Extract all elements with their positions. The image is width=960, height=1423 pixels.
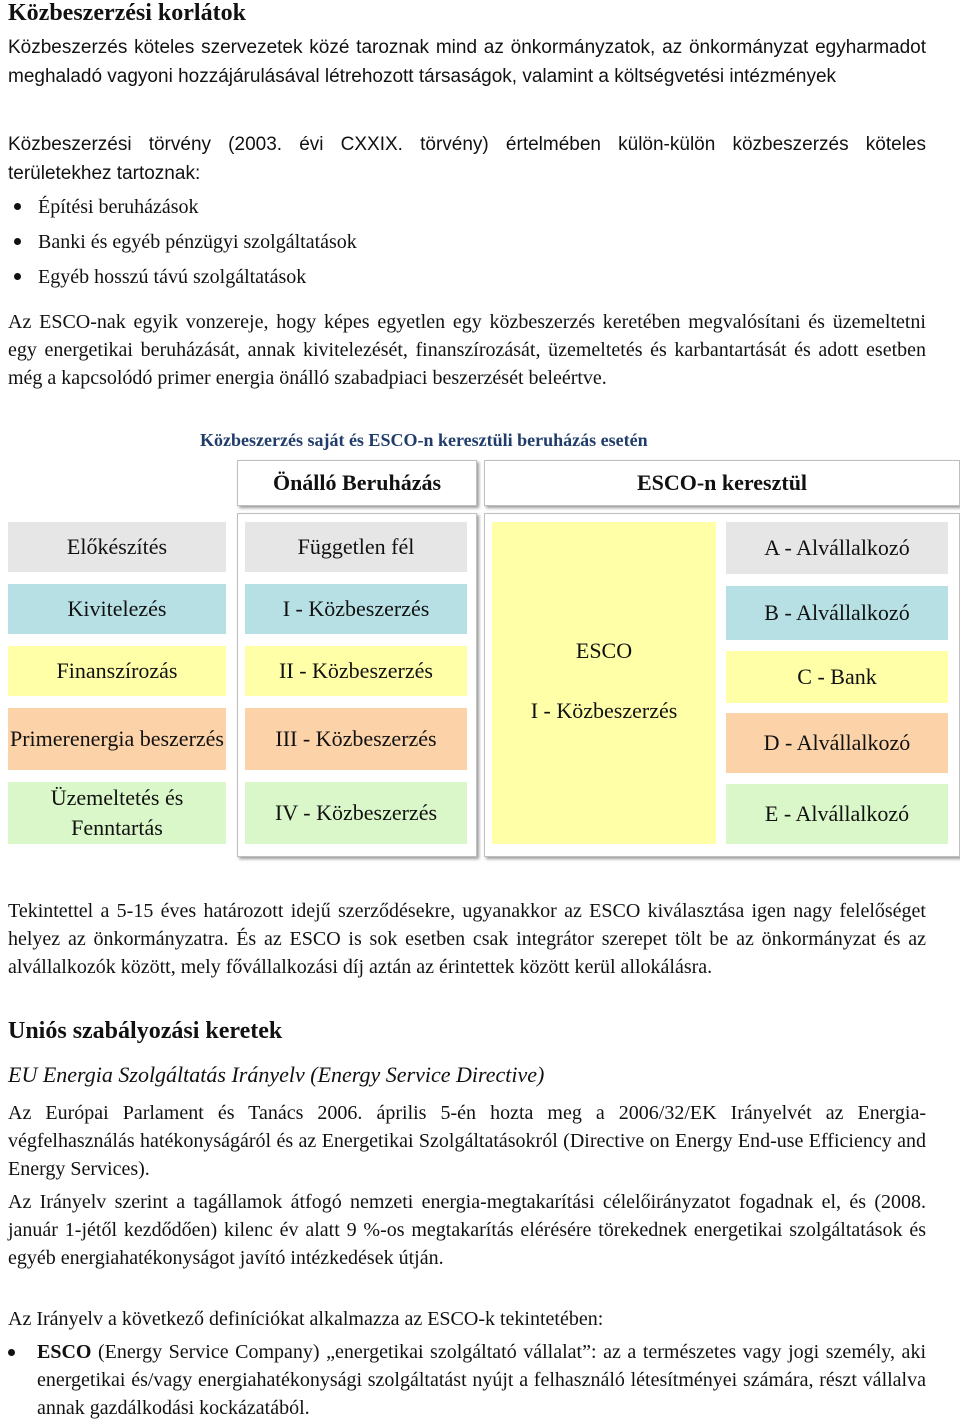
- own-procurement-1: I - Közbeszerzés: [245, 584, 467, 634]
- phase-construction: Kivitelezés: [8, 584, 226, 634]
- diagram-title: Közbeszerzés saját és ESCO-n keresztüli beruházás esetén: [200, 430, 648, 450]
- paragraph-definitions-intro: Az Irányelv a következő definíciókat alkalmazza az ESCO-k tekintetében:: [8, 1308, 604, 1330]
- phase-preparation: Előkészítés: [8, 522, 226, 572]
- paragraph-obligated-organisations: Közbeszerzés köteles szervezetek közé taroznak mind az önkormányzatok, az önkormányzat egyharmadot meghaladó vagyoni hozzájárulásával létrehozott társaságok, valamint a költségvetési intézmények: [8, 37, 926, 87]
- definition-esco: [8, 1338, 926, 1422]
- bullet-icon: [14, 238, 21, 245]
- paragraph-savings-target: Az Irányelv szerint a tagállamok átfogó nemzeti energia-megtakarítási célelőirányzatot fogadnak el, és (2008. január 1-jétől kezdődően) kilenc év alatt 9 %-os megtakarítás elérésére törekednek energetikai szolgáltatások és egyéb energiahatékonyságot javító intézkedések útján.: [8, 1191, 926, 1269]
- section-title-kozbeszerzesi-korlatok: Közbeszerzési korlátok: [8, 0, 246, 26]
- own-procurement-2: II - Közbeszerzés: [245, 646, 467, 696]
- subtitle-energy-service-directive: EU Energia Szolgáltatás Irányelv (Energy Service Directive): [8, 1062, 545, 1087]
- phase-operation: Üzemeltetés és Fenntartás: [8, 782, 226, 844]
- section-title-eu-regulation: Uniós szabályozási keretek: [8, 1018, 283, 1044]
- definition-text: ESCO (Energy Service Company) „energetikai szolgáltató vállalat”: az a természetes vagy jogi személy, aki energetikai és/vagy energiahatékonysági szolgáltatást nyújt a felhasználó létesítményei számára, részt vállalva annak gazdálkodási kockázatából.: [37, 1341, 926, 1419]
- phase-primary-energy: Primerenergia beszerzés: [8, 708, 226, 770]
- bullet-icon: [14, 203, 21, 210]
- header-via-esco: ESCO-n keresztül: [484, 460, 960, 506]
- bullet-icon: [8, 1349, 15, 1356]
- subcontractor-a: A - Alvállalkozó: [726, 522, 948, 574]
- own-procurement-4: IV - Közbeszerzés: [245, 782, 467, 844]
- phase-financing: Finanszírozás: [8, 646, 226, 696]
- paragraph-directive-adoption: Az Európai Parlament és Tanács 2006. április 5-én hozta meg a 2006/32/EK Irányelvét az Energia-végfelhasználás hatékonyságáról és az Energetikai Szolgáltatásokról (Directive on Energy End-use Efficiency and Energy Services).: [8, 1102, 926, 1180]
- paragraph-esco-advantage: Az ESCO-nak egyik vonzereje, hogy képes egyetlen egy közbeszerzés keretében megvalósítani és üzemeltetni egy energetikai beruházását, annak kivitelezését, finanszírozását, üzemeltetés és karbantartását és adott esetben még a kapcsolódó primer energia önálló szabadpiaci beszerzését beleértve.: [8, 311, 926, 389]
- list-item: Építési beruházások: [8, 192, 357, 227]
- list-item: Egyéb hosszú távú szolgáltatások: [8, 262, 357, 297]
- procurement-areas-list: [8, 192, 357, 297]
- definition-term: ESCO: [37, 1341, 92, 1363]
- own-independent-party: Független fél: [245, 522, 467, 572]
- esco-label: ESCO: [575, 638, 633, 663]
- subcontractor-d: D - Alvállalkozó: [726, 713, 948, 773]
- list-item: Banki és egyéb pénzügyi szolgáltatások: [8, 227, 357, 262]
- subcontractor-b: B - Alvállalkozó: [726, 586, 948, 640]
- paragraph-procurement-law: Közbeszerzési törvény (2003. évi CXXIX. törvény) értelmében külön-külön közbeszerzés köteles területekhez tartoznak:: [8, 134, 926, 184]
- bullet-icon: [14, 273, 21, 280]
- header-own-investment: Önálló Beruházás: [237, 460, 477, 506]
- esco-procurement-label: I - Közbeszerzés: [530, 698, 678, 723]
- subcontractor-e: E - Alvállalkozó: [726, 784, 948, 844]
- own-procurement-3: III - Közbeszerzés: [245, 708, 467, 770]
- paragraph-esco-responsibility: Tekintettel a 5-15 éves határozott idejű szerződésekre, ugyanakkor az ESCO kiválasztása igen nagy felelőséget helyez az önkormányzatra. És az ESCO is sok esetben csak integrátor szerepet tölt be az önkormányzat és az alvállalkozók között, mely fővállalkozási díj aztán az érintettek között kerül allokálásra.: [8, 900, 926, 978]
- bank-c: C - Bank: [726, 651, 948, 703]
- esco-block: [492, 522, 716, 844]
